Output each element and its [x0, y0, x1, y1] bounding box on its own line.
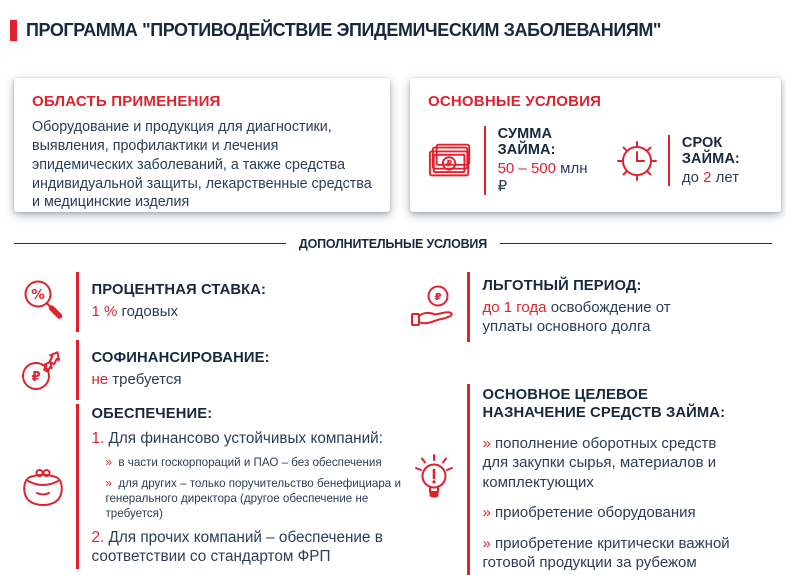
interest-rate-item [14, 272, 266, 332]
scope-card-body: Оборудование и продукция для диагностики, выявления, профилактики и лечения эпидемических заболеваний, а также средства индивидуальной защиты, лекарственные средства и медицинские изделия [32, 119, 372, 211]
hand-coin-icon [405, 284, 463, 330]
security-subpoint: » для других – только поручительство бенефициара и генерального директора (другое обеспечение не требуется) [105, 476, 405, 520]
loan-amount-value: 50 – 500 млн ₽ [497, 160, 592, 195]
security-subpoint: » в части госкорпораций и ПАО – без обеспечения [105, 455, 382, 469]
cofinancing-text [92, 348, 270, 392]
vertical-rule [484, 126, 486, 195]
vertical-rule [668, 135, 670, 186]
security-text [92, 404, 428, 569]
page-header [10, 19, 681, 41]
cofinancing-item [14, 340, 270, 400]
percent-magnifier-icon [14, 278, 72, 326]
scope-card [14, 78, 390, 212]
loan-purpose-label: ОСНОВНОЕ ЦЕЛЕВОЕ НАЗНАЧЕНИЕ СРЕДСТВ ЗАЙМА: [482, 387, 726, 422]
loan-term-item [616, 135, 763, 186]
scope-card-title: ОБЛАСТЬ ПРИМЕНЕНИЯ [32, 93, 221, 110]
grace-period-text [483, 276, 711, 339]
vertical-rule [76, 272, 79, 332]
svg-text:₽: ₽ [31, 370, 41, 385]
grace-period-label: ЛЬГОТНЫЙ ПЕРИОД: [482, 277, 642, 294]
security-label: ОБЕСПЕЧЕНИЕ: [91, 406, 213, 422]
vertical-rule [76, 404, 79, 569]
purse-icon [14, 464, 72, 508]
ruble-growth-icon [14, 347, 72, 393]
bulb-icon [405, 452, 463, 506]
additional-terms-divider [14, 236, 772, 251]
loan-purpose-item [405, 384, 780, 575]
grace-period-item [405, 272, 765, 342]
divider-label: ДОПОЛНИТЕЛЬНЫЕ УСЛОВИЯ [298, 236, 488, 251]
loan-term-text [682, 135, 763, 186]
banknotes-icon [428, 142, 474, 180]
page-title: ПРОГРАММА "ПРОТИВОДЕЙСТВИЕ ЭПИДЕМИЧЕСКИМ ЗАБОЛЕВАНИЯМ" [26, 19, 662, 40]
loan-purpose-bullet: » пополнение оборотных средств для закупки сырья, материалов и комплектующих [482, 434, 721, 491]
clock-icon [616, 140, 658, 182]
divider-line-right [500, 243, 772, 245]
loan-amount-item [428, 126, 590, 195]
loan-purpose-bullet: » приобретение оборудования [482, 504, 696, 522]
main-terms-card-title: ОСНОВНЫЕ УСЛОВИЯ [428, 93, 602, 110]
interest-rate-value: 1 % годовых [91, 303, 179, 321]
loan-amount-label: СУММА ЗАЙМА: [497, 126, 556, 158]
svg-text:₽: ₽ [434, 292, 442, 303]
main-terms-card [410, 78, 781, 212]
loan-purpose-text [483, 384, 745, 575]
security-sublist [106, 455, 428, 521]
svg-text:₽: ₽ [446, 159, 453, 170]
vertical-rule [467, 272, 470, 342]
vertical-rule [467, 384, 470, 575]
divider-line-left [14, 243, 286, 245]
interest-rate-label: ПРОЦЕНТНАЯ СТАВКА: [91, 282, 267, 299]
loan-amount-text [498, 126, 591, 195]
vertical-rule [76, 340, 79, 400]
svg-text:%: % [31, 287, 45, 303]
red-accent-bar [10, 20, 17, 41]
loan-term-value: до 2 лет [681, 169, 740, 186]
security-item [14, 404, 428, 569]
cofinancing-label: СОФИНАНСИРОВАНИЕ: [91, 350, 270, 367]
loan-term-label: СРОК ЗАЙМА: [681, 135, 740, 167]
cofinancing-value: не требуется [91, 371, 182, 389]
interest-rate-text [92, 280, 267, 324]
main-terms-row [428, 126, 763, 195]
grace-period-value: до 1 года освобождение от уплаты основного долга [482, 298, 675, 335]
security-point-2: 2. Для прочих компаний – обеспечение в соответствии со стандартом ФРП [91, 528, 388, 566]
security-point-1: 1. Для финансово устойчивых компаний: [91, 430, 383, 447]
loan-purpose-bullet: » приобретение критически важной готовой продукции за рубежом [482, 534, 734, 572]
